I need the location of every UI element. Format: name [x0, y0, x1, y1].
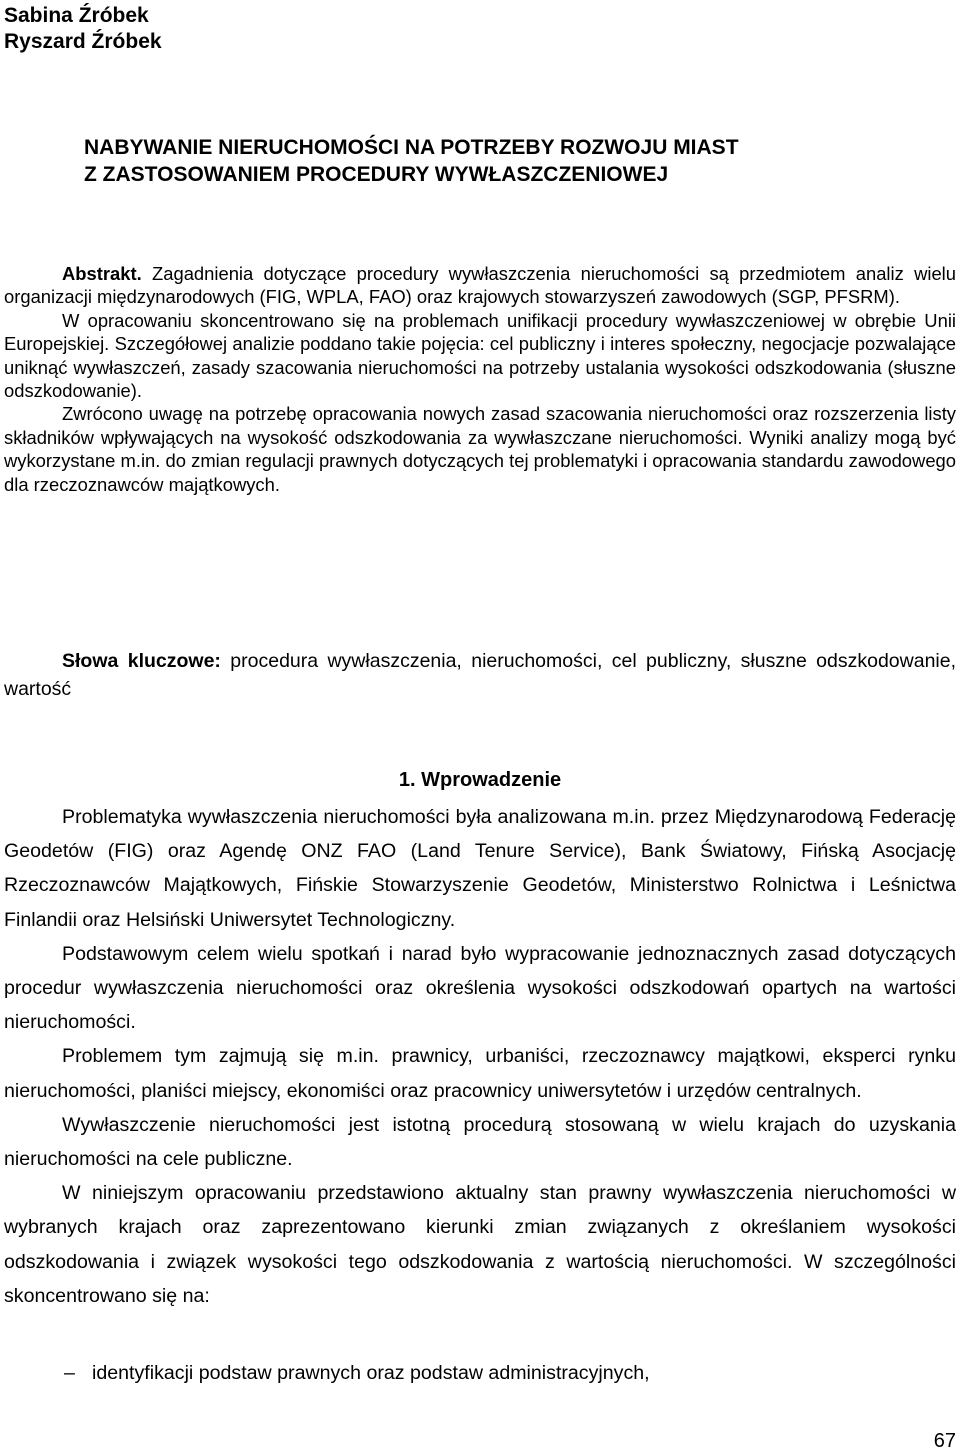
keywords-paragraph — [4, 647, 956, 703]
section-heading: 1. Wprowadzenie — [398, 769, 562, 791]
title-line: NABYWANIE NIERUCHOMOŚCI NA POTRZEBY ROZWOJU MIAST — [84, 136, 739, 159]
authors — [4, 3, 162, 55]
body-paragraph: Podstawowym celem wielu spotkań i narad było wypracowanie jednoznacznych zasad dotyczących procedur wywłaszczenia nieruchomości oraz określenia wysokości odszkodowań opartych na wartości nieruchomości. — [4, 942, 956, 1034]
abstract-paragraph — [4, 262, 956, 309]
abstract-paragraph: Zwrócono uwagę na potrzebę opracowania nowych zasad szacowania nieruchomości oraz rozszerzenia listy składników wpływających na wysokość odszkodowania za wywłaszczane nieruchomości. Wyniki analizy mogą być wykorzystane m.in. do zmian regulacji prawnych dotyczących tej problematyki i opracowania standardu zawodowego dla rzeczoznawców majątkowych. — [4, 403, 956, 495]
author-name: Sabina Źróbek — [4, 4, 149, 27]
abstract-label: Abstrakt. — [62, 263, 142, 284]
keywords-label: Słowa kluczowe: — [62, 650, 221, 672]
abstract-paragraph: W opracowaniu skoncentrowano się na problemach unifikacji procedury wywłaszczeniowej w obrębie Unii Europejskiej. Szczegółowej analizie poddano takie pojęcia: cel publiczny i interes społeczny, negocjacje pozwalające uniknąć wywłaszczeń, zasady szacowania nieruchomości na potrzeby ustalania wysokości odszkodowania (słuszne odszkodowanie). — [4, 309, 956, 402]
section-body — [4, 800, 956, 1313]
body-paragraph: W niniejszym opracowaniu przedstawiono aktualny stan prawny wywłaszczenia nieruchomości w wybranych krajach oraz zaprezentowano kierunki zmian związanych z określaniem wysokości odszkodowania i związek wysokości tego odszkodowania z wartością nieruchomości. W szczególności skoncentrowano się na: — [4, 1182, 956, 1307]
body-paragraph: Wywłaszczenie nieruchomości jest istotną procedurą stosowaną w wielu krajach do uzyskania nieruchomości na cele publiczne. — [4, 1113, 956, 1171]
abstract — [4, 262, 956, 496]
body-paragraph: Problemem tym zajmują się m.in. prawnicy, urbaniści, rzeczoznawcy majątkowi, eksperci rynku nieruchomości, planiści miejscy, ekonomiści oraz pracownicy uniwersytetów i urzędów centralnych. — [4, 1045, 956, 1102]
paper-title — [84, 134, 739, 188]
page-number: 67 — [933, 1430, 956, 1452]
abstract-text: Zagadnienia dotyczące procedury wywłaszczenia nieruchomości są przedmiotem analiz wielu organizacji międzynarodowych (FIG, WPLA, FAO) oraz krajowych stowarzyszeń zawodowych (SGP, PFSRM). — [4, 263, 956, 308]
bullet-item — [4, 1359, 956, 1387]
keywords — [4, 647, 956, 703]
bullet-text: identyfikacji podstaw prawnych oraz podstaw administracyjnych, — [92, 1362, 650, 1384]
author-name: Ryszard Źróbek — [4, 30, 162, 53]
title-line: Z ZASTOSOWANIEM PROCEDURY WYWŁASZCZENIOWEJ — [84, 163, 669, 186]
body-paragraph: Problematyka wywłaszczenia nieruchomości była analizowana m.in. przez Międzynarodową Federację Geodetów (FIG) oraz Agendę ONZ FAO (Land Tenure Service), Bank Światowy, Fińską Asocjację Rzeczoznawców Majątkowych, Fińskie Stowarzyszenie Geodetów, Ministerstwo Rolnictwa i Leśnictwa Finlandii oraz Helsiński Uniwersytet Technologiczny. — [4, 806, 956, 931]
bullet-dash: – — [64, 1362, 75, 1384]
keywords-text: procedura wywłaszczenia, nieruchomości, cel publiczny, słuszne odszkodowanie, wartość — [4, 650, 957, 700]
